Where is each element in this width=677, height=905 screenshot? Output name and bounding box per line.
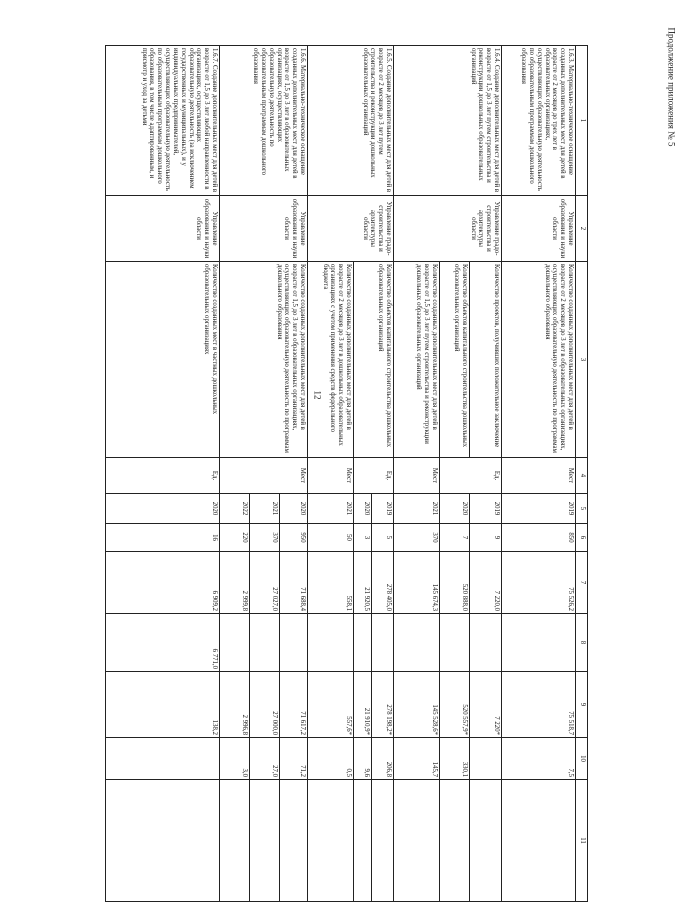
quantity-cell: 370 — [250, 524, 280, 552]
total-cell: 27 027,0 — [250, 552, 280, 614]
year-cell: 2021 — [250, 494, 280, 524]
year-cell: 2021 — [394, 494, 440, 524]
col10-cell: 0,5 — [308, 738, 354, 780]
col11-cell — [470, 780, 502, 902]
col8-cell — [280, 614, 308, 672]
col10-cell: 7,5 — [502, 738, 576, 780]
col8-cell — [394, 614, 440, 672]
col10-cell — [470, 738, 502, 780]
total-cell: 75 526,2 — [502, 552, 576, 614]
col10-cell: 9,6 — [354, 738, 372, 780]
col9-cell: 278 198,2* — [372, 672, 394, 738]
header-col-11: 11 — [576, 780, 588, 902]
col9-cell: 138,2 — [106, 672, 220, 738]
total-cell: 558,1 — [308, 552, 354, 614]
col11-cell — [440, 780, 470, 902]
col8-cell — [308, 614, 354, 672]
col11-cell — [308, 780, 354, 902]
quantity-cell: 50 — [308, 524, 354, 552]
executor-cell: Управление образования и науки области — [502, 196, 576, 262]
col11-cell — [220, 780, 250, 902]
indicator-cell: Количество объектов капитального строительства дошкольных образовательных организаций — [440, 262, 470, 458]
col11-cell — [280, 780, 308, 902]
col8-cell — [470, 614, 502, 672]
col10-cell: 71,2 — [280, 738, 308, 780]
quantity-cell: 220 — [220, 524, 250, 552]
table-row — [372, 46, 394, 902]
total-cell: 2 999,8 — [220, 552, 250, 614]
col9-cell: 7 220* — [470, 672, 502, 738]
header-row — [576, 46, 588, 902]
activity-cell: 1.6.7. Создание дополнительных мест для детей в возрасте от 1,5 до 3 лет любой направленности в организациях, осуществляющих образовательную деятельность (за исключением государственных и муниципальных), и у индивидуальных предпринимателей, осуществляющих образовательную деятельность по образовательным программам дошкольного образования, в том числе адаптированным, и присмотр и уход за детьми — [106, 46, 220, 196]
total-cell: 7 220,0 — [470, 552, 502, 614]
unit-cell: Мест — [394, 458, 440, 494]
quantity-cell: 16 — [106, 524, 220, 552]
col10-cell: 145,7 — [394, 738, 440, 780]
header-col-1: 1 — [576, 46, 588, 196]
indicator-cell: Количество созданных дополнительных мест для детей в возрасте от 1,5 до 3 лет в образовательных организациях, осуществляющих образовательную деятельность по программам дошкольного образования — [220, 262, 308, 458]
year-cell: 2019 — [470, 494, 502, 524]
table-row — [106, 46, 220, 902]
col8-cell — [372, 614, 394, 672]
total-cell: 278 405,0 — [372, 552, 394, 614]
col8-cell — [354, 614, 372, 672]
indicator-cell: Количество проектов, получивших положительное заключение — [470, 262, 502, 458]
total-cell: 71 688,4 — [280, 552, 308, 614]
unit-cell: Ед. — [440, 458, 502, 494]
col8-cell — [440, 614, 470, 672]
col8-cell — [502, 614, 576, 672]
indicator-cell: Количество созданных дополнительных мест для детей в возрасте от 1,5 до 3 лет путем строительства и реконструкции дошкольных образовательных организаций — [394, 262, 440, 458]
col9-cell: 71 617,2 — [280, 672, 308, 738]
col9-cell: 145 528,6* — [394, 672, 440, 738]
col9-cell: 75 518,7 — [502, 672, 576, 738]
col11-cell — [354, 780, 372, 902]
col11-cell — [250, 780, 280, 902]
col10-cell: 3,0 — [220, 738, 250, 780]
total-cell: 520 888,0 — [440, 552, 470, 614]
indicator-cell: Количество созданных мест в частных дошкольных образовательных организациях — [106, 262, 220, 458]
quantity-cell: 850 — [502, 524, 576, 552]
col9-cell: 557,6* — [308, 672, 354, 738]
table-row — [280, 46, 308, 902]
year-cell: 2021 — [308, 494, 354, 524]
col10-cell: 27,0 — [250, 738, 280, 780]
col11-cell — [502, 780, 576, 902]
header-col-3: 3 — [576, 262, 588, 458]
year-cell: 2019 — [502, 494, 576, 524]
activity-cell: 1.6.4. Создание дополнительных мест для детей в возрасте от 1,5 до 3 лет путем строительства и реконструкции дошкольных образовательных организаций — [394, 46, 502, 196]
col9-cell: 21 910,9* — [354, 672, 372, 738]
year-cell: 2020 — [106, 494, 220, 524]
unit-cell: Мест — [220, 458, 308, 494]
executor-cell: Управление образования и науки области — [220, 196, 308, 262]
quantity-cell: 950 — [280, 524, 308, 552]
col11-cell — [372, 780, 394, 902]
col11-cell — [394, 780, 440, 902]
total-cell: 145 674,3 — [394, 552, 440, 614]
total-cell: 6 909,2 — [106, 552, 220, 614]
header-col-6: 6 — [576, 524, 588, 552]
col9-cell: 520 557,9* — [440, 672, 470, 738]
table-row — [502, 46, 576, 902]
unit-cell: Ед. — [106, 458, 220, 494]
activity-cell: 1.6.5. Создание дополнительных мест для детей в возрасте от 2 месяцев до 3 лет путем строительства и реконструкции дошкольных образовательных организаций — [308, 46, 394, 196]
year-cell: 2020 — [440, 494, 470, 524]
total-cell: 21 920,5 — [354, 552, 372, 614]
col10-cell — [106, 738, 220, 780]
page-number: 12 — [312, 390, 323, 400]
appendix-caption: Продолжение приложения № 5 — [666, 27, 677, 147]
unit-cell: Мест — [502, 458, 576, 494]
col9-cell: 27 000,0 — [250, 672, 280, 738]
col8-cell — [250, 614, 280, 672]
year-cell: 2019 — [372, 494, 394, 524]
quantity-cell: 9 — [470, 524, 502, 552]
activity-cell: 1.6.3. Материально-техническое оснащение созданных дополнительных мест для детей в возрасте от 2 месяцев до трех лет в образовательных организациях, осуществляющих образовательную деятельность по образовательным программам дошкольного образования — [502, 46, 576, 196]
col9-cell: 2 996,8 — [220, 672, 250, 738]
table-row — [470, 46, 502, 902]
executor-cell: Управление образования и науки области — [106, 196, 220, 262]
col8-cell — [220, 614, 250, 672]
executor-cell: Управление градо-строительства и архитектуры области — [394, 196, 502, 262]
col10-cell: 206,8 — [372, 738, 394, 780]
year-cell: 2022 — [220, 494, 250, 524]
program-activities-table — [105, 45, 588, 902]
header-col-8: 8 — [576, 614, 588, 672]
rotated-page-content — [94, 45, 588, 901]
header-col-5: 5 — [576, 494, 588, 524]
header-col-9: 9 — [576, 672, 588, 738]
indicator-cell: Количество созданных дополнительных мест для детей в возрасте от 2 месяцев до 3 лет в образовательных организациях, осуществляющих образовательную деятельность по программам дошкольного образования — [502, 262, 576, 458]
header-col-4: 4 — [576, 458, 588, 494]
activity-cell: 1.6.6. Материально-техническое оснащение созданных дополнительных мест для детей в возрасте от 1,5 до 3 лет в образовательных организациях, осуществляющих образовательную деятельность по образовательным программам дошкольного образования — [220, 46, 308, 196]
col8-cell: 6 771,0 — [106, 614, 220, 672]
header-col-10: 10 — [576, 738, 588, 780]
executor-cell: Управление градо-строительства и архитектуры области — [308, 196, 394, 262]
year-cell: 2020 — [354, 494, 372, 524]
indicator-cell: Количество созданных дополнительных мест для детей в возрасте от 2 месяцев до 3 лет в дошкольных образовательных организациях с учетом применения средств федерального бюджета — [308, 262, 354, 458]
quantity-cell: 7 — [440, 524, 470, 552]
quantity-cell: 370 — [394, 524, 440, 552]
year-cell: 2020 — [280, 494, 308, 524]
quantity-cell: 5 — [372, 524, 394, 552]
unit-cell: Мест — [308, 458, 354, 494]
indicator-cell: Количество объектов капитального строительства дошкольных образовательных организаций — [354, 262, 394, 458]
header-col-2: 2 — [576, 196, 588, 262]
col10-cell: 330,1 — [440, 738, 470, 780]
quantity-cell: 3 — [354, 524, 372, 552]
col11-cell — [106, 780, 220, 902]
header-col-7: 7 — [576, 552, 588, 614]
unit-cell: Ед. — [354, 458, 394, 494]
